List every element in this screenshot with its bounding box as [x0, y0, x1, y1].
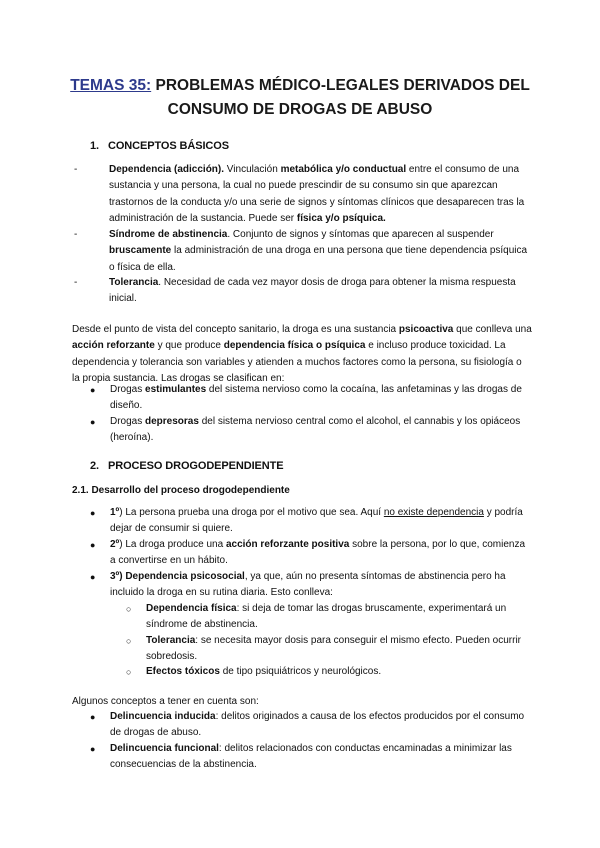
list-item-step-3 — [90, 569, 532, 602]
bold-text: Delincuencia inducida — [110, 711, 216, 722]
title-line1: PROBLEMAS MÉDICO-LEGALES DERIVADOS DEL — [151, 77, 530, 94]
section-2-title: PROCESO DROGODEPENDIENTE — [108, 460, 284, 472]
subsection-heading: 2.1. Desarrollo del proceso drogodependiente — [72, 485, 290, 496]
bold-text: bruscamente — [109, 245, 172, 257]
text: de tipo psiquiátricos y neurológicos. — [219, 666, 382, 677]
dash-marker: - — [74, 164, 78, 175]
bold-text: 3º) Dependencia psicosocial — [110, 571, 245, 582]
term-sindrome: Síndrome de abstinencia — [109, 229, 228, 240]
title-lead: TEMAS 35: — [70, 77, 152, 94]
bold-text: Tolerancia — [146, 635, 196, 646]
paragraph-intro-conceptos — [72, 694, 532, 710]
bullet-marker: ● — [90, 417, 96, 427]
bold-text: física y/o psíquica. — [296, 213, 386, 225]
list-item-sindrome — [74, 227, 532, 276]
paragraph-concepto-sanitario — [72, 322, 532, 388]
section-1-number: 1. — [90, 140, 99, 152]
term-tolerancia: Tolerancia — [109, 277, 159, 288]
circle-marker: ○ — [126, 667, 132, 677]
bold-text: Efectos tóxicos — [146, 666, 220, 677]
text: y que produce — [154, 340, 224, 352]
dash-marker: - — [74, 277, 78, 288]
list-item-estimulantes — [90, 382, 532, 415]
list-item-delincuencia-inducida — [90, 709, 532, 742]
text: ) La persona prueba una droga por el motivo que sea. Aquí — [119, 507, 384, 518]
list-item-depresoras — [90, 414, 532, 447]
text: , ya que, aún no presenta síntomas de abstinencia pero ha incluido la droga en su rutina diaria. Esto conlleva: — [110, 571, 506, 599]
term-dependencia: Dependencia (adicción). — [109, 164, 225, 175]
text: que conlleva una — [453, 324, 532, 335]
bold-text: acción reforzante positiva — [225, 539, 350, 550]
text: e incluso produce toxicidad. La dependencia y tolerancia son variables y atienden a muchos factores como la persona, su fisiología o la propia sustancia. Las drogas se clasifican en: — [72, 340, 522, 385]
text: del sistema nervioso como la cocaína, las anfetaminas y las drogas de diseño. — [110, 384, 522, 412]
list-item-step-2 — [90, 537, 532, 570]
bold-text: dependencia física o psíquica — [223, 340, 366, 352]
bold-text: acción reforzante — [72, 340, 155, 352]
section-2-heading — [90, 460, 283, 472]
text: : si deja de tomar las drogas bruscamente, experimentará un síndrome de abstinencia. — [146, 603, 507, 631]
text: Desde el punto de vista del concepto sanitario, la droga es una sustancia — [72, 324, 399, 335]
text: del sistema nervioso central como el alcohol, el cannabis y los opiáceos (heroína). — [110, 416, 521, 444]
title-line2: CONSUMO DE DROGAS DE ABUSO — [167, 101, 433, 118]
text: entre el consumo de una sustancia y una persona, la cual no puede prescindir de su consumo sin que aparezcan trastornos de la conducta y/o una serie de signos y síntomas clínicos que desaparecen tras la administración de la sustancia. Puede ser — [109, 164, 525, 225]
section-1-heading — [90, 140, 229, 152]
bullet-marker: ● — [90, 385, 96, 395]
bold-text: Delincuencia funcional — [110, 743, 219, 754]
list-item-step-1 — [90, 505, 532, 538]
text: Vinculación — [224, 164, 281, 175]
circle-marker: ○ — [126, 604, 132, 614]
list-item-dependencia — [74, 162, 532, 228]
section-2-number: 2. — [90, 460, 99, 472]
section-1-title: CONCEPTOS BÁSICOS — [108, 140, 229, 152]
bullet-marker: ● — [90, 572, 96, 582]
text: : se necesita mayor dosis para conseguir el mismo efecto. Pueden ocurrir sobredosis. — [146, 635, 521, 663]
sub-item-tolerancia — [126, 633, 532, 666]
text: sobre la persona, por lo que, comienza a convertirse en un hábito. — [110, 539, 526, 567]
bullet-marker: ● — [90, 508, 96, 518]
sub-item-efectos-toxicos — [126, 664, 532, 680]
bold-text: estimulantes — [145, 384, 207, 395]
bold-text: Dependencia física — [146, 603, 237, 614]
sub-item-dependencia-fisica — [126, 601, 532, 634]
text: la administración de una droga en una persona que tiene dependencia psíquica o física de ella. — [109, 245, 528, 273]
dash-marker: - — [74, 229, 78, 240]
bold-text: 2º — [110, 539, 120, 550]
document-title — [60, 74, 540, 122]
text: ) La droga produce una — [119, 539, 226, 550]
bullet-marker: ● — [90, 744, 96, 754]
text: . Necesidad de cada vez mayor dosis de droga para obtener la misma respuesta inicial. — [109, 277, 516, 305]
bold-text: psicoactiva — [398, 324, 454, 335]
text: y podría dejar de consumir si quiere. — [110, 507, 523, 535]
bold-text: depresoras — [145, 416, 199, 427]
bold-text: 1º — [110, 507, 120, 518]
bold-text: metabólica y/o conductual — [280, 164, 407, 175]
text: . Conjunto de signos y síntomas que aparecen al suspender — [227, 229, 494, 240]
underlined-text: no existe dependencia — [383, 507, 484, 518]
text: Drogas — [110, 384, 146, 395]
text: Algunos conceptos a tener en cuenta son: — [72, 696, 259, 707]
list-item-delincuencia-funcional — [90, 741, 532, 774]
bullet-marker: ● — [90, 540, 96, 550]
bullet-marker: ● — [90, 712, 96, 722]
list-item-tolerancia — [74, 275, 532, 308]
text: Drogas — [110, 416, 146, 427]
text: : delitos originados a causa de los efectos producidos por el consumo de drogas de abuso. — [110, 711, 525, 739]
circle-marker: ○ — [126, 636, 132, 646]
text: : delitos relacionados con conductas encaminadas a minimizar las consecuencias de la abstinencia. — [110, 743, 512, 771]
